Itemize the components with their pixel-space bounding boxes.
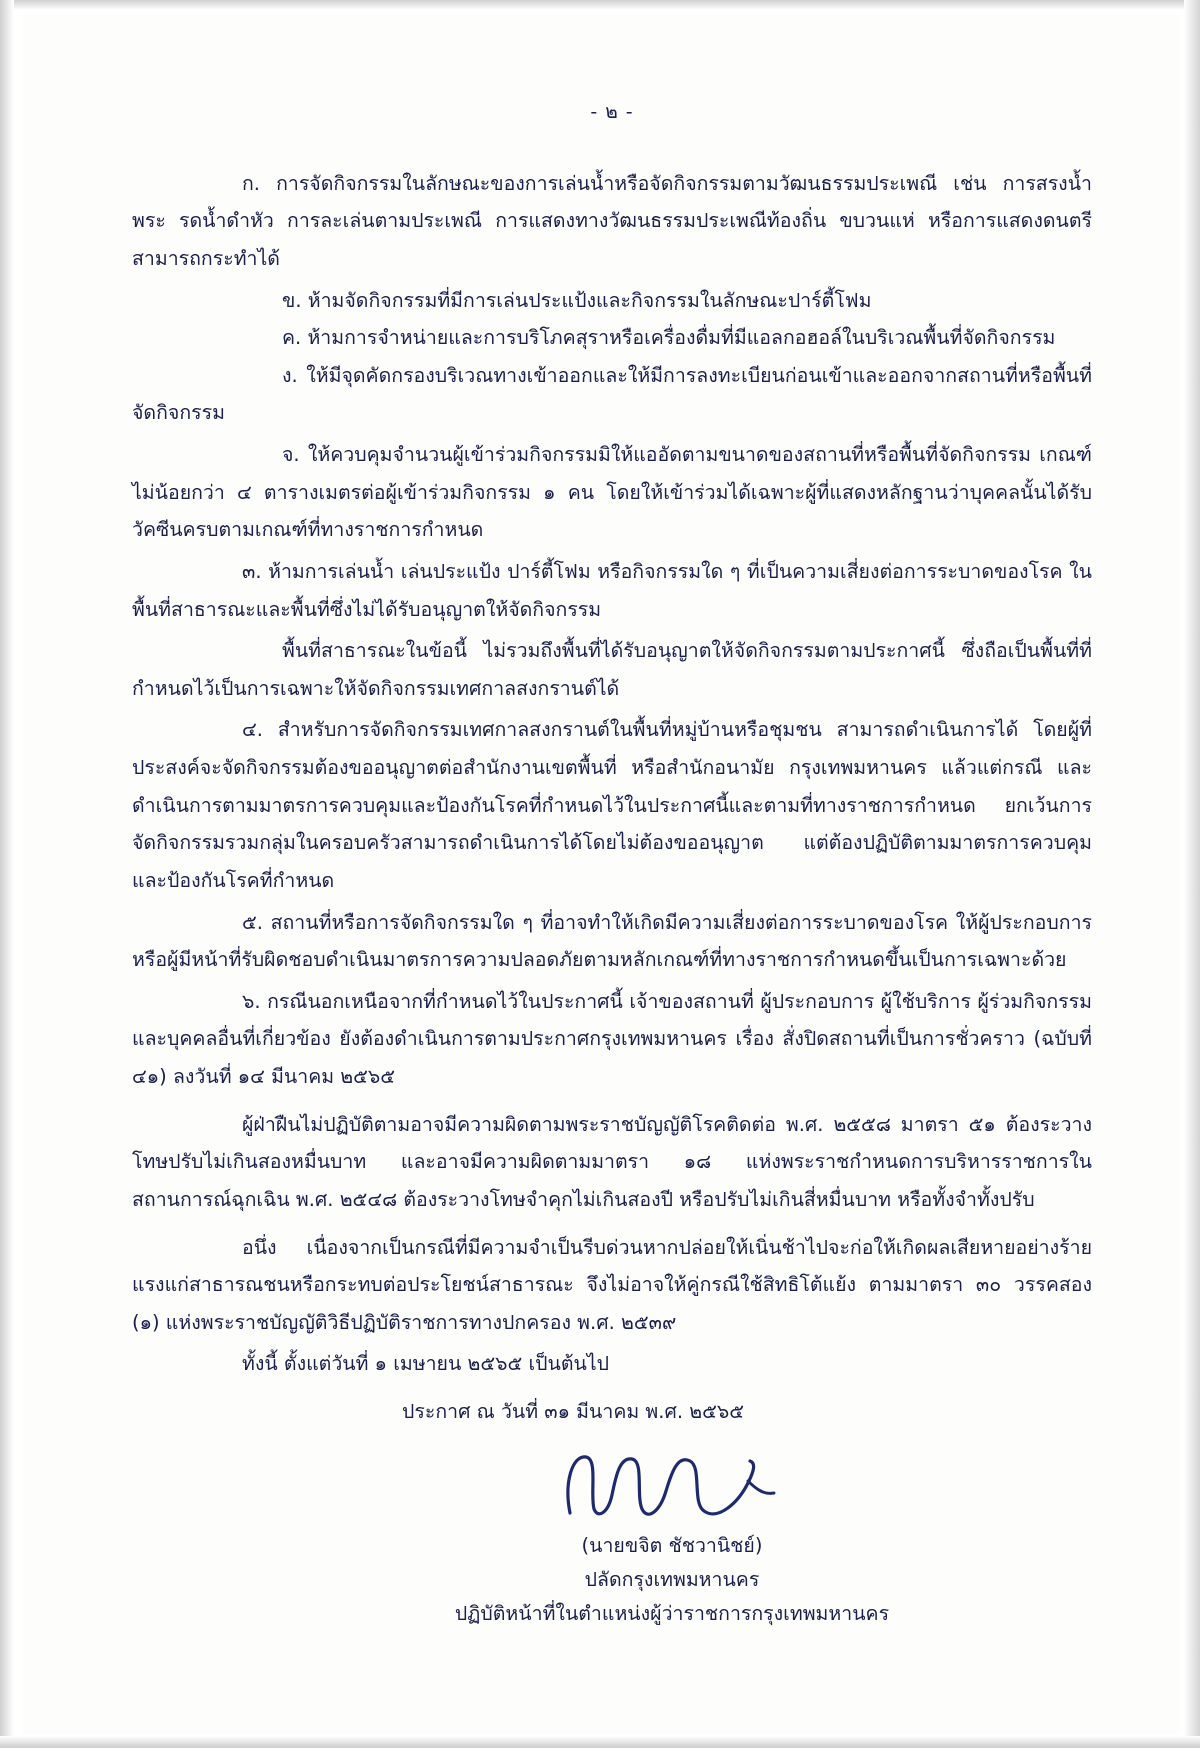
signature-block xyxy=(132,1437,1092,1529)
signature-icon xyxy=(542,1437,802,1529)
paragraph-item-kho: ข. ห้ามจัดกิจกรรมที่มีการเล่นประแป้งและกิจกรรมในลักษณะปาร์ตี้โฟม xyxy=(282,288,872,312)
scan-edge-top xyxy=(0,0,1200,10)
document-sheet xyxy=(22,14,1180,1734)
paragraph-item-6: ๖. กรณีนอกเหนือจากที่กำหนดไว้ในประกาศนี้ เจ้าของสถานที่ ผู้ประกอบการ ผู้ใช้บริการ ผู้ร่วมกิจกรรม และบุคคลอื่นที่เกี่ยวข้อง ยังต้องดำเนินการตามประกาศกรุงเทพมหานคร เรื่อง สั่งปิดสถานที่เป็นการชั่วคราว (ฉบับที่ ๔๑) ลงวันที่ ๑๔ มีนาคม ๒๕๖๕ xyxy=(132,989,1092,1089)
paragraph-item-ka: ก. การจัดกิจกรรมในลักษณะของการเล่นน้ำหรือจัดกิจกรรมตามวัฒนธรรมประเพณี เช่น การสรงน้ำพระ รดน้ำดำหัว การละเล่นตามประเพณี การแสดงทางวัฒนธรรมประเพณีท้องถิ่น ขบวนแห่ หรือการแสดงดนตรี สามารถกระทำได้ xyxy=(132,171,1092,270)
paragraph-effective: ทั้งนี้ ตั้งแต่วันที่ ๑ เมษายน ๒๕๖๕ เป็นต้นไป xyxy=(242,1352,610,1376)
paragraph-item-4: ๔. สำหรับการจัดกิจกรรมเทศกาลสงกรานต์ในพื้นที่หมู่บ้านหรือชุมชน สามารถดำเนินการได้ โดยผู้ที่ประสงค์จะจัดกิจกรรมต้องขออนุญาตต่อสำนักงานเขตพื้นที่ หรือสำนักอนามัย กรุงเทพมหานคร แล้วแต่กรณี และดำเนินการตามมาตรการควบคุมและป้องกันโรคที่กำหนดไว้ในประกาศนี้และตามที่ทางราชการกำหนด ยกเว้นการจัดกิจกรรมรวมกลุ่มในครอบครัวสามารถดำเนินการได้โดยไม่ต้องขออนุญาต แต่ต้องปฏิบัติตามมาตรการควบคุมและป้องกันโรคที่กำหนด xyxy=(132,718,1092,892)
page-number: - ๒ - xyxy=(590,101,634,123)
paragraph-item-5: ๕. สถานที่หรือการจัดกิจกรรมใด ๆ ที่อาจทำให้เกิดมีความเสี่ยงต่อการระบาดของโรค ให้ผู้ประกอบการหรือผู้มีหน้าที่รับผิดชอบดำเนินมาตรการความปลอดภัยตามหลักเกณฑ์ที่ทางราชการกำหนดขึ้นเป็นการเฉพาะด้วย xyxy=(132,910,1092,972)
scan-edge-bottom xyxy=(0,1736,1200,1748)
paragraph-penalty: ผู้ฝ่าฝืนไม่ปฏิบัติตามอาจมีความผิดตามพระราชบัญญัติโรคติดต่อ พ.ศ. ๒๕๕๘ มาตรา ๕๑ ต้องระวางโทษปรับไม่เกินสองหมื่นบาท และอาจมีความผิดตามมาตรา ๑๘ แห่งพระราชกำหนดการบริหารราชการในสถานการณ์ฉุกเฉิน พ.ศ. ๒๕๔๘ ต้องระวางโทษจำคุกไม่เกินสองปี หรือปรับไม่เกินสี่หมื่นบาท หรือทั้งจำทั้งปรับ xyxy=(132,1112,1092,1211)
scan-edge-left xyxy=(0,0,14,1748)
scan-edge-right xyxy=(1184,0,1200,1748)
signer-title-secondary: ปฏิบัติหน้าที่ในตำแหน่งผู้ว่าราชการกรุงเทพมหานคร xyxy=(454,1601,890,1625)
paragraph-item-cho: จ. ให้ควบคุมจำนวนผู้เข้าร่วมกิจกรรมมิให้แออัดตามขนาดของสถานที่หรือพื้นที่จัดกิจกรรม เกณฑ์ไม่น้อยกว่า ๔ ตารางเมตรต่อผู้เข้าร่วมกิจกรรม ๑ คน โดยให้เข้าร่วมได้เฉพาะผู้ที่แสดงหลักฐานว่าบุคคลนั้นได้รับวัคซีนครบตามเกณฑ์ที่ทางราชการกำหนด xyxy=(132,443,1092,542)
paragraph-item-3: ๓. ห้ามการเล่นน้ำ เล่นประแป้ง ปาร์ตี้โฟม หรือกิจกรรมใด ๆ ที่เป็นความเสี่ยงต่อการระบาดของโรค ในพื้นที่สาธารณะและพื้นที่ซึ่งไม่ได้รับอนุญาตให้จัดกิจกรรม xyxy=(132,559,1092,621)
signer-title-primary: ปลัดกรุงเทพมหานคร xyxy=(584,1567,760,1591)
paragraph-item-3-note: พื้นที่สาธารณะในข้อนี้ ไม่รวมถึงพื้นที่ได้รับอนุญาตให้จัดกิจกรรมตามประกาศนี้ ซึ่งถือเป็นพื้นที่ที่กำหนดไว้เป็นการเฉพาะให้จัดกิจกรรมเทศกาลสงกรานต์ได้ xyxy=(132,639,1092,700)
proclamation-date: ประกาศ ณ วันที่ ๓๑ มีนาคม พ.ศ. ๒๕๖๕ xyxy=(402,1400,744,1424)
paragraph-item-kho2: ค. ห้ามการจำหน่ายและการบริโภคสุราหรือเครื่องดื่มที่มีแอลกอฮอล์ในบริเวณพื้นที่จัดกิจกรรม xyxy=(282,326,1056,350)
signer-name: (นายขจิต ชัชวานิชย์) xyxy=(581,1533,763,1557)
paragraph-notice: อนึ่ง เนื่องจากเป็นกรณีที่มีความจำเป็นรีบด่วนหากปล่อยให้เนิ่นช้าไปจะก่อให้เกิดผลเสียหายอย่างร้ายแรงแก่สาธารณชนหรือกระทบต่อประโยชน์สาธารณะ จึงไม่อาจให้คู่กรณีใช้สิทธิโต้แย้ง ตามมาตรา ๓๐ วรรคสอง (๑) แห่งพระราชบัญญัติวิธีปฏิบัติราชการทางปกครอง พ.ศ. ๒๕๓๙ xyxy=(132,1235,1092,1334)
paragraph-item-ngo: ง. ให้มีจุดคัดกรองบริเวณทางเข้าออกและให้มีการลงทะเบียนก่อนเข้าและออกจากสถานที่หรือพื้นที่จัดกิจกรรม xyxy=(132,363,1092,425)
document-body xyxy=(132,94,1092,1631)
